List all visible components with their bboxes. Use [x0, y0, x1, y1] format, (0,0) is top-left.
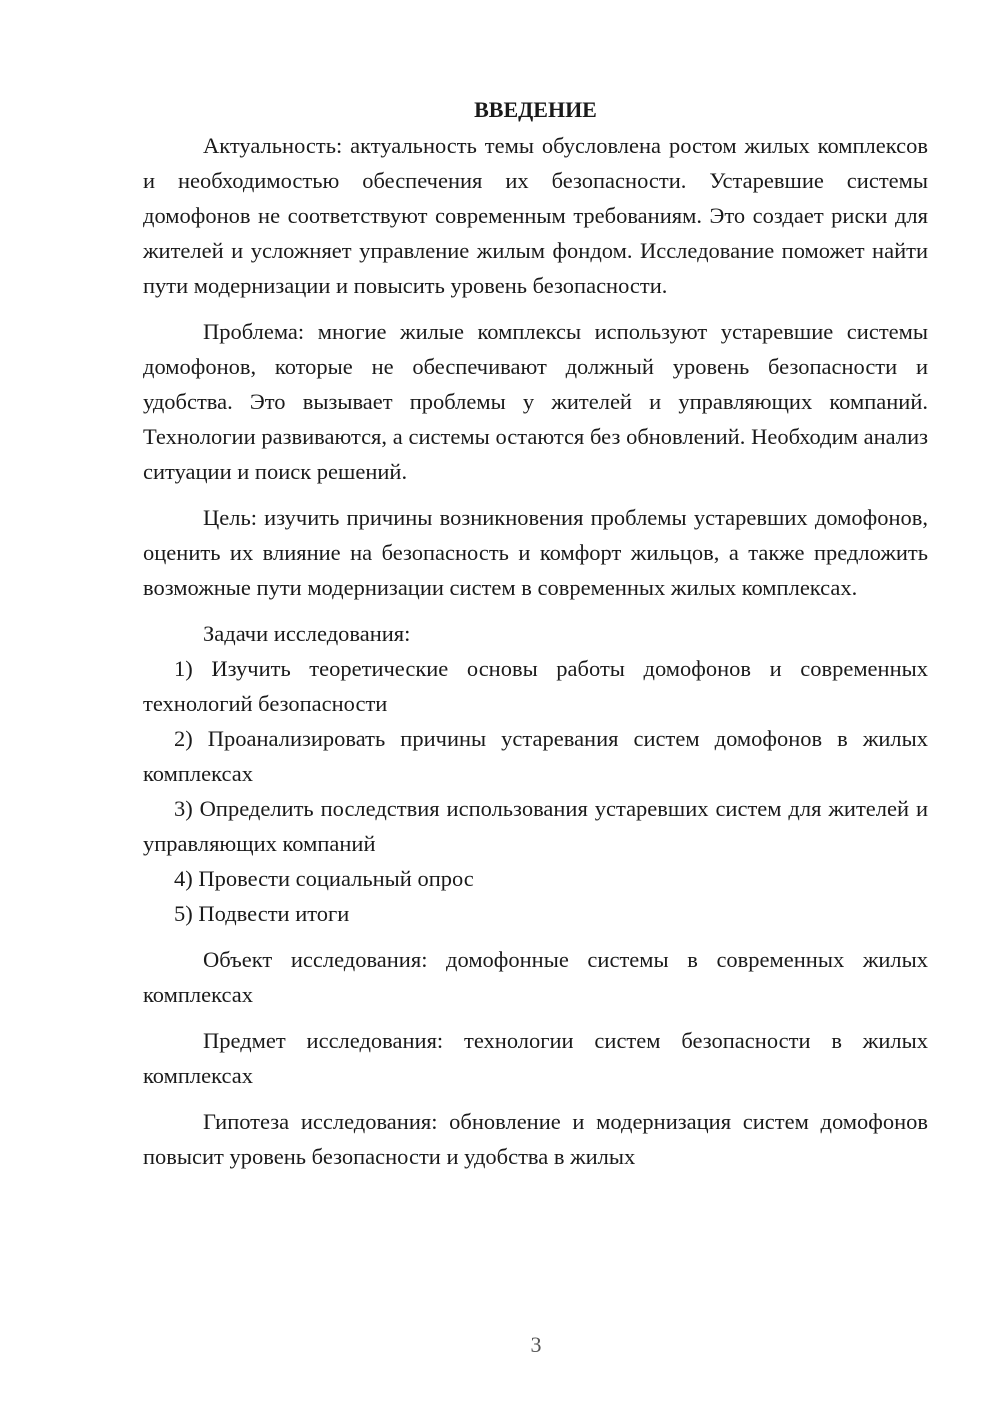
- list-item: 3) Определить последствия использования устаревших систем для жителей и управляющих компаний: [143, 796, 928, 856]
- paragraph-goal: Цель: изучить причины возникновения проблемы устаревших домофонов, оценить их влияние на безопасность и комфорт жильцов, а также предложить возможные пути модернизации систем в современных жилых комплексах.: [143, 505, 928, 600]
- list-item: 4) Провести социальный опрос: [174, 866, 474, 891]
- paragraph-subject: Предмет исследования: технологии систем безопасности в жилых комплексах: [143, 1028, 928, 1088]
- document-body: [143, 92, 928, 1174]
- page-number: 3: [530, 1332, 542, 1357]
- page-title: ВВЕДЕНИЕ: [474, 97, 597, 122]
- list-item: 1) Изучить теоретические основы работы домофонов и современных технологий безопасности: [143, 656, 928, 716]
- list-item: 5) Подвести итоги: [174, 901, 350, 926]
- list-item: 2) Проанализировать причины устаревания систем домофонов в жилых комплексах: [143, 726, 928, 786]
- paragraph-relevance: Актуальность: актуальность темы обусловлена ростом жилых комплексов и необходимостью обеспечения их безопасности. Устаревшие системы домофонов не соответствуют современным требованиям. Это создает риски для жителей и усложняет управление жилым фондом. Исследование поможет найти пути модернизации и повысить уровень безопасности.: [143, 133, 928, 298]
- tasks-list: [143, 651, 928, 931]
- tasks-title: Задачи исследования:: [203, 621, 411, 646]
- paragraph-object: Объект исследования: домофонные системы в современных жилых комплексах: [143, 947, 928, 1007]
- paragraph-hypothesis: Гипотеза исследования: обновление и модернизация систем домофонов повысит уровень безопасности и удобства в жилых: [143, 1109, 928, 1169]
- paragraph-problem: Проблема: многие жилые комплексы используют устаревшие системы домофонов, которые не обеспечивают должный уровень безопасности и удобства. Это вызывает проблемы у жителей и управляющих компаний. Технологии развиваются, а системы остаются без обновлений. Необходим анализ ситуации и поиск решений.: [143, 319, 928, 484]
